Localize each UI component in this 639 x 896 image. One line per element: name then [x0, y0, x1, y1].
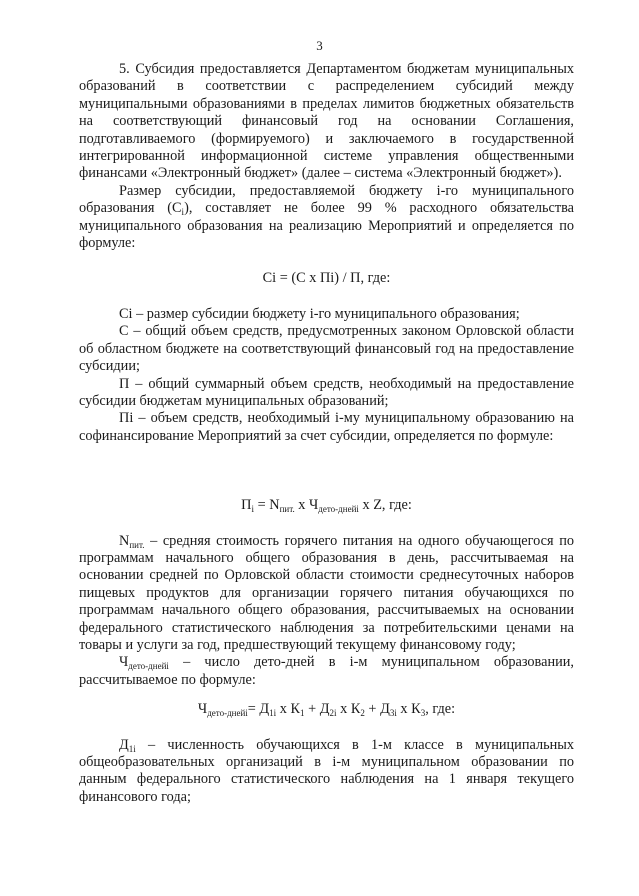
definition-c: С – общий объем средств, предусмотренных законом Орловской области об областном бюджете на соответствующий финансовый год на предоставление субсидии; — [79, 323, 574, 375]
definition-ci: Ci – размер субсидии бюджету i-го муниципального образования; — [119, 305, 520, 322]
document-body — [79, 61, 574, 806]
paragraph-2: Размер субсидии, предоставляемой бюджету i-го муниципального образования $(С_i)$, составляет не более 99 % расходного обязательства муниципального образования на реализацию Мероприятий и определяется по формуле: — [79, 182, 574, 252]
definition-npit: $N_{пит.}$ – средняя стоимость горячего питания на одного обучающегося по программам начального общего образования в день, рассчитываемая на основании средней по Орловской области стоимости среднесуточных наборов пищевых продуктов для организации горячего питания обучающихся по программам начального общего образования, рассчитываемых на основании федерального статистического наблюдения за потребительскими ценами на товары и услуги за год, предшествующий текущему финансовому году; — [79, 532, 574, 653]
formula-pi: $П_i = N_{пит.}$ х $Ч_{дето-днейi}$ х Z, где: — [241, 497, 412, 515]
page-number: 3 — [316, 38, 323, 53]
paragraph-1: 5. Субсидия предоставляется Департаментом бюджетам муниципальных образований в соответствии с распределением субсидий между муниципальными образованиями в пределах лимитов бюджетных обязательств на соответствующий финансовый год на основании Соглашения, подготавливаемого (формируемого) и заключаемого в государственной интегрированной информационной системе управления общественными финансами «Электронный бюджет» (далее – система «Электронный бюджет»). — [79, 61, 574, 182]
definition-pi: Пi – объем средств, необходимый i-му муниципальному образованию на софинансирование Мероприятий за счет субсидии, определяется по формуле: — [79, 410, 574, 444]
formula-subsidy: Ci = (С х Пi) / П, где: — [262, 270, 391, 287]
formula-child-days: $Ч_{дето-днейi}= Д_{1i}$ х $К_1 + Д_{2i}$ х $К_2 + Д_{3i}$ х $К_3$, где: — [197, 701, 456, 719]
definition-d1i: $Д_{1i}$ – численность обучающихся в 1-м классе в муниципальных общеобразовательных организаций в i-м муниципальном образовании по данным федерального статистического наблюдения на 1 января текущего финансового года; — [79, 736, 574, 805]
definition-p: П – общий суммарный объем средств, необходимый на предоставление субсидии бюджетам муниципальных образований; — [79, 375, 574, 409]
definition-child-days: $Ч_{дето-днейi}$ – число дето-дней в i-м муниципальном образовании, рассчитываемое по формуле: — [79, 654, 574, 688]
